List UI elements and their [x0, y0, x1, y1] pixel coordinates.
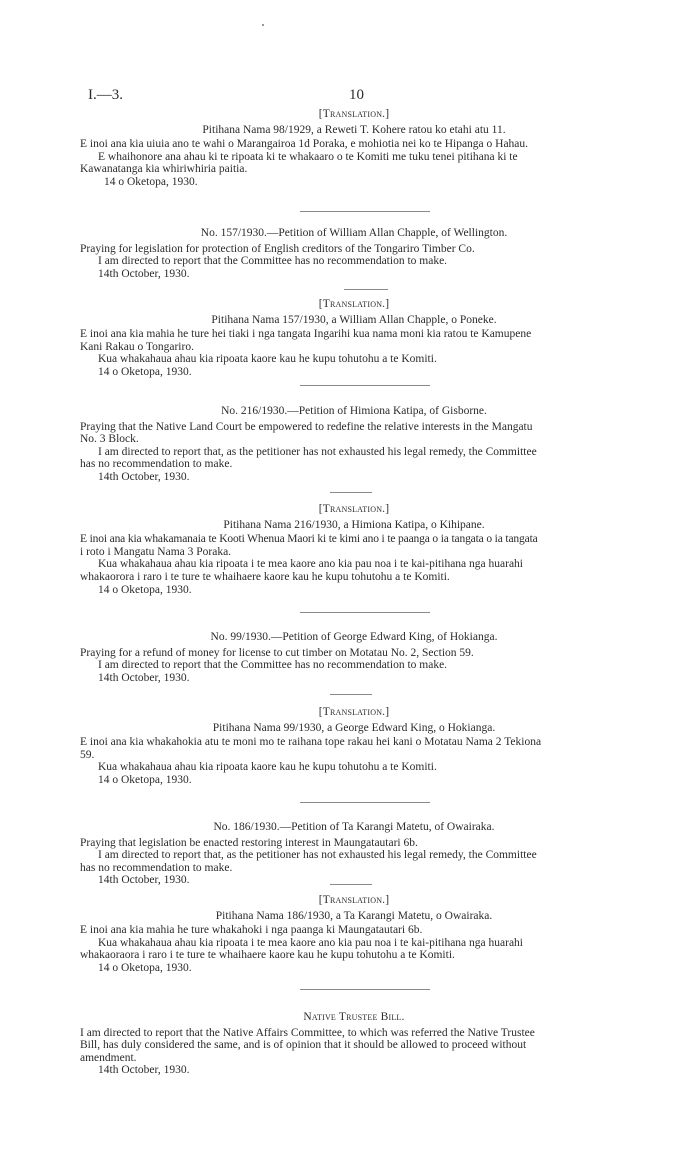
section-heading: Pitihana Nama 99/1930, a George Edward King, o Hokianga.: [212, 721, 496, 734]
paragraph-line: I am directed to report that the Committee has no recommendation to make.: [98, 659, 448, 672]
section-heading: Pitihana Nama 216/1930, a Himiona Katipa, o Kihipane.: [223, 518, 485, 531]
paragraph-line: E inoi ana kia whakahokia atu te moni mo te raihana tope rakau hei kani o Motatau Nama 2 Tekiona: [80, 736, 542, 749]
section-heading: No. 157/1930.—Petition of William Allan Chapple, of Wellington.: [200, 227, 508, 239]
petition-157-1930: [80, 227, 628, 280]
paragraph-line: Praying that the Native Land Court be empowered to redefine the relative interests in the Mangatu: [80, 420, 533, 433]
page-number: 10: [349, 87, 364, 103]
date-line: 14 o Oketopa, 1930.: [98, 773, 192, 786]
date-line: 14th October, 1930.: [98, 671, 190, 684]
paragraph-line: E whaihonore ana ahau ki te ripoata ki te whakaaro o te Komiti me tuku tenei pitihana ki te: [98, 150, 518, 163]
short-divider: [330, 884, 372, 885]
translation-label: [Translation.]: [318, 503, 390, 515]
date-line: 14th October, 1930.: [98, 874, 190, 887]
section-heading: Pitihana Nama 157/1930, a William Allan Chapple, o Poneke.: [211, 313, 497, 326]
paragraph-line: E inoi ana kia uiuia ano te wahi o Marangairoa 1d Poraka, e mohiotia nei ko te Hipanga o Hahau.: [80, 138, 529, 151]
scan-speck: [262, 24, 264, 26]
paragraph-line: has no recommendation to make.: [80, 458, 233, 471]
translation-157-1930: [80, 298, 628, 379]
section-divider: [300, 385, 430, 386]
native-trustee-bill: [80, 1011, 628, 1077]
paragraph-line: Kua whakahaua ahau kia ripoata i te mea kaore ano kia pau noa i te kai-pitihana nga huarahi: [98, 558, 523, 571]
paragraph-line: i roto i Mangatu Nama 3 Poraka.: [80, 545, 232, 558]
paragraph-line: amendment.: [80, 1051, 137, 1064]
paragraph-line: Praying that legislation be enacted restoring interest in Maungatautari 6b.: [80, 836, 418, 849]
parliamentary-paper-code: I.—3.: [88, 87, 123, 103]
section-divider: [300, 802, 430, 803]
section-heading: Pitihana Nama 98/1929, a Reweti T. Kohere ratou ko etahi atu 11.: [202, 123, 506, 136]
date-line: 14th October, 1930.: [98, 470, 190, 483]
translation-98-1929: [80, 108, 628, 189]
paragraph-line: Kani Rakau o Tongariro.: [80, 340, 194, 353]
short-divider: [344, 289, 388, 290]
section-divider: [300, 612, 430, 613]
paragraph-line: Bill, has duly considered the same, and is of opinion that it should be allowed to proceed without: [80, 1039, 527, 1052]
section-heading: No. 216/1930.—Petition of Himiona Katipa, of Gisborne.: [221, 405, 487, 417]
date-line: 14th October, 1930.: [98, 1064, 190, 1077]
section-heading: Pitihana Nama 186/1930, a Ta Karangi Matetu, o Owairaka.: [215, 909, 493, 922]
paragraph-line: Praying for legislation for protection of English creditors of the Tongariro Timber Co.: [80, 242, 475, 255]
paragraph-line: E inoi ana kia mahia he ture whakahoki i nga paanga ki Maungatautari 6b.: [80, 924, 423, 937]
translation-label: [Translation.]: [318, 298, 390, 310]
short-divider: [330, 694, 372, 695]
section-heading: No. 99/1930.—Petition of George Edward King, of Hokianga.: [210, 631, 498, 643]
translation-label: [Translation.]: [318, 108, 390, 120]
date-line: 14th October, 1930.: [98, 267, 190, 280]
short-divider: [330, 492, 372, 493]
paragraph-line: Kua whakahaua ahau kia ripoata kaore kau he kupu tohutohu a te Komiti.: [98, 761, 437, 774]
paragraph-line: whakaoraora i raro i te ture te whaihaere kaore kau he kupu tohutohu a te Komiti.: [80, 949, 455, 962]
paragraph-line: I am directed to report that the Committee has no recommendation to make.: [98, 255, 448, 268]
section-divider: [300, 989, 430, 990]
translation-label: [Translation.]: [318, 706, 390, 718]
section-heading: Native Trustee Bill.: [303, 1011, 405, 1023]
translation-label: [Translation.]: [318, 894, 390, 906]
paragraph-line: Praying for a refund of money for license to cut timber on Motatau No. 2, Section 59.: [80, 646, 474, 659]
date-line: 14 o Oketopa, 1930.: [104, 175, 198, 188]
paragraph-line: Kua whakahaua ahau kia ripoata i te mea kaore ano kia pau noa i te kai-pitihana nga huarahi: [98, 936, 523, 949]
paragraph-line: has no recommendation to make.: [80, 861, 233, 874]
translation-186-1930: [80, 894, 628, 975]
paragraph-line: I am directed to report that the Native Affairs Committee, to which was referred the Native Trustee: [80, 1026, 535, 1039]
paragraph-line: Kawanatanga kia whiriwhiria paitia.: [80, 163, 248, 176]
translation-216-1930: [80, 503, 628, 596]
translation-99-1930: [80, 706, 628, 787]
date-line: 14 o Oketopa, 1930.: [98, 365, 192, 378]
paragraph-line: Kua whakahaua ahau kia ripoata kaore kau he kupu tohutohu a te Komiti.: [98, 353, 437, 366]
paragraph-line: E inoi ana kia mahia he ture hei tiaki i nga tangata Ingarihi kua nama moni kia ratou te Kamupene: [80, 328, 532, 341]
section-divider: [300, 211, 430, 212]
paragraph-line: No. 3 Block.: [80, 433, 139, 446]
petition-186-1930: [80, 821, 628, 887]
paragraph-line: whakaorora i raro i te ture te whaihaere kaore kau he kupu tohutohu a te Komiti.: [80, 570, 450, 583]
petition-99-1930: [80, 631, 628, 684]
date-line: 14 o Oketopa, 1930.: [98, 583, 192, 596]
petition-216-1930: [80, 405, 628, 484]
paragraph-line: E inoi ana kia whakamanaia te Kooti Whenua Maori ki te kimi ano i te paanga o ia tangata o ia tangata: [80, 533, 538, 546]
date-line: 14 o Oketopa, 1930.: [98, 961, 192, 974]
paragraph-line: I am directed to report that, as the petitioner has not exhausted his legal remedy, the Committee: [98, 445, 537, 458]
paragraph-line: I am directed to report that, as the petitioner has not exhausted his legal remedy, the Committee: [98, 849, 537, 862]
section-heading: No. 186/1930.—Petition of Ta Karangi Matetu, of Owairaka.: [213, 821, 495, 833]
paragraph-line: 59.: [80, 748, 95, 761]
